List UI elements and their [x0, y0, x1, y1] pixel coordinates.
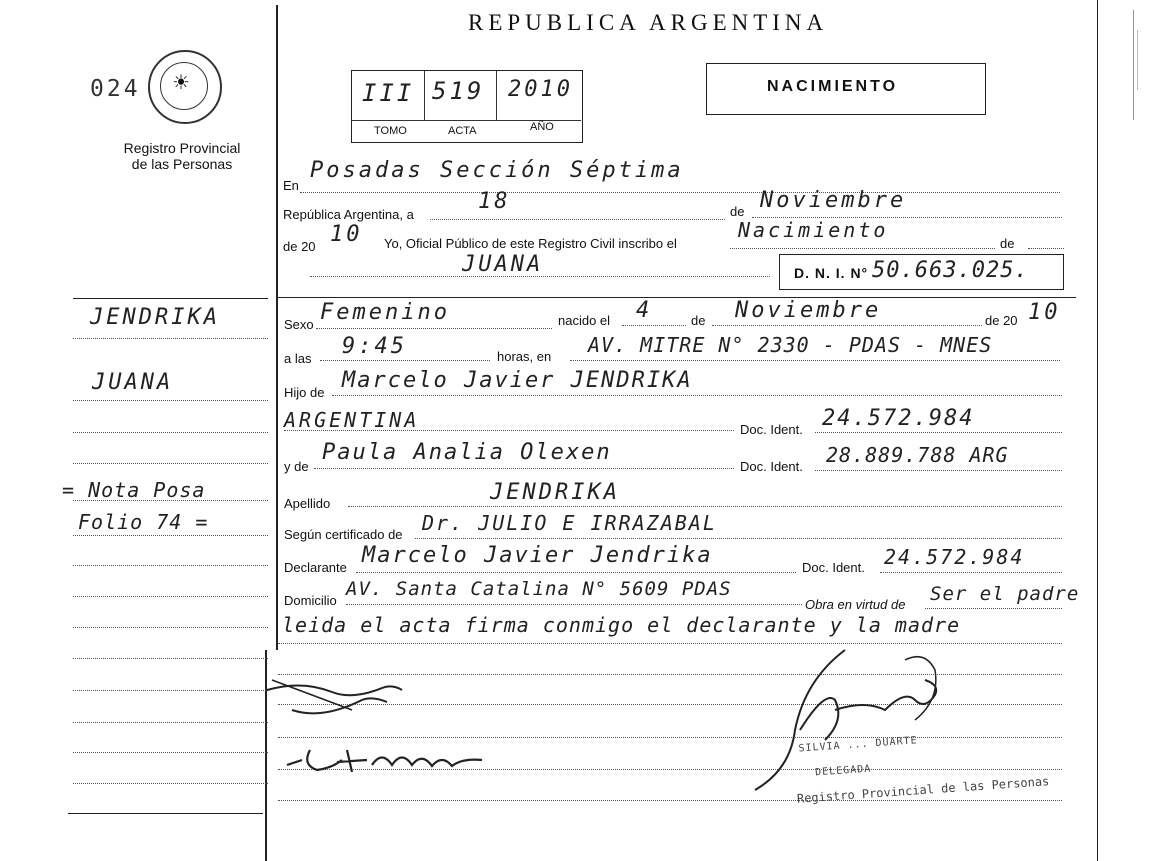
dni-value: 50.663.025.: [872, 258, 1029, 283]
doc-type-box: [706, 63, 986, 115]
left-column-border: [276, 5, 278, 650]
label-de20-birth: de 20: [985, 313, 1018, 328]
anio-label: AÑO: [530, 121, 554, 133]
declarant-value: Marcelo Javier Jendrika: [362, 543, 713, 568]
label-de-birth: de: [691, 313, 706, 328]
label-domicilio: Domicilio: [284, 593, 337, 608]
father-nationality-value: ARGENTINA: [284, 408, 420, 432]
label-en: En: [283, 178, 299, 193]
margin-note-2: Folio 74 =: [78, 510, 209, 534]
declarant-signature: [262, 650, 422, 730]
certificate-value: Dr. JULIO E IRRAZABAL: [422, 511, 717, 535]
birth-day-value: 4: [636, 298, 653, 323]
place-value: Posadas Sección Séptima: [310, 158, 684, 183]
time-value: 9:45: [342, 334, 407, 359]
label-a-las: a las: [284, 351, 312, 366]
label-obra-virtud: Obra en virtud de: [805, 597, 906, 612]
mother-value: Paula Analia Olexen: [322, 440, 612, 465]
location-value: AV. MITRE N° 2330 - PDAS - MNES: [588, 333, 993, 357]
given-name-value: JUANA: [462, 252, 544, 277]
country-title: REPUBLICA ARGENTINA: [468, 10, 829, 35]
tomo-label: TOMO: [374, 125, 407, 137]
label-de-event: de: [1000, 236, 1015, 251]
label-de20: de 20: [283, 239, 316, 254]
margin-surname: JENDRIKA: [90, 305, 220, 330]
anio-value: 2010: [508, 77, 573, 102]
acta-value: 519: [432, 77, 485, 105]
provincial-seal: [148, 50, 222, 124]
stamp-line-3: Registro Provincial de las Personas: [796, 774, 1050, 806]
label-republica: República Argentina, a: [283, 207, 414, 222]
label-apellido: Apellido: [284, 496, 331, 511]
year-value: 10: [330, 222, 363, 247]
label-dni: D. N. I. N°: [794, 265, 869, 281]
label-sexo: Sexo: [284, 317, 314, 332]
father-value: Marcelo Javier JENDRIKA: [342, 368, 693, 393]
father-doc-value: 24.572.984: [822, 406, 975, 431]
mother-doc-value: 28.889.788 ARG: [826, 443, 1009, 467]
month-value: Noviembre: [760, 188, 907, 213]
label-declarante: Declarante: [284, 560, 347, 575]
address-value: AV. Santa Catalina N° 5609 PDAS: [346, 578, 732, 600]
label-horas-en: horas, en: [497, 349, 552, 364]
day-value: 18: [478, 189, 511, 214]
label-doc-ident-declarant: Doc. Ident.: [802, 560, 865, 575]
sun-icon: ☀: [172, 72, 190, 94]
record-box: [351, 70, 583, 143]
label-yo-oficial: Yo, Oficial Público de este Registro Civil inscribo el: [384, 236, 677, 251]
label-hijo-de: Hijo de: [284, 385, 325, 400]
right-border: [1097, 0, 1098, 861]
birth-year-value: 10: [1028, 300, 1061, 325]
label-segun-cert: Según certificado de: [284, 527, 403, 542]
birth-month-value: Noviembre: [735, 298, 882, 323]
stamp-line-2: DELEGADA: [814, 763, 872, 779]
tomo-value: III: [362, 79, 415, 107]
label-doc-ident-mother: Doc. Ident.: [740, 459, 803, 474]
sex-value: Femenino: [320, 300, 450, 325]
label-nacido-el: nacido el: [558, 313, 611, 328]
surname-value: JENDRIKA: [490, 480, 620, 505]
declarant-doc-value: 24.572.984: [884, 545, 1025, 569]
capacity-value: Ser el padre: [930, 583, 1080, 605]
stamp-line-1: SILVIA ... DUARTE: [798, 735, 918, 755]
margin-name: JUANA: [92, 370, 174, 395]
registry-name: Registro Provincial de las Personas: [123, 140, 241, 172]
acta-label: ACTA: [448, 125, 477, 137]
closing-note: leida el acta firma conmigo el declarante y la madre: [282, 613, 961, 637]
label-y-de: y de: [284, 459, 309, 474]
label-de-month: de: [730, 204, 745, 219]
mother-signature: [282, 730, 512, 780]
event-value: Nacimiento: [738, 218, 889, 242]
page-number: 024: [90, 76, 141, 102]
margin-note-1: = Nota Posa: [62, 478, 206, 502]
doc-type: NACIMIENTO: [767, 78, 899, 95]
label-doc-ident-father: Doc. Ident.: [740, 422, 803, 437]
dni-box: [779, 254, 1064, 290]
